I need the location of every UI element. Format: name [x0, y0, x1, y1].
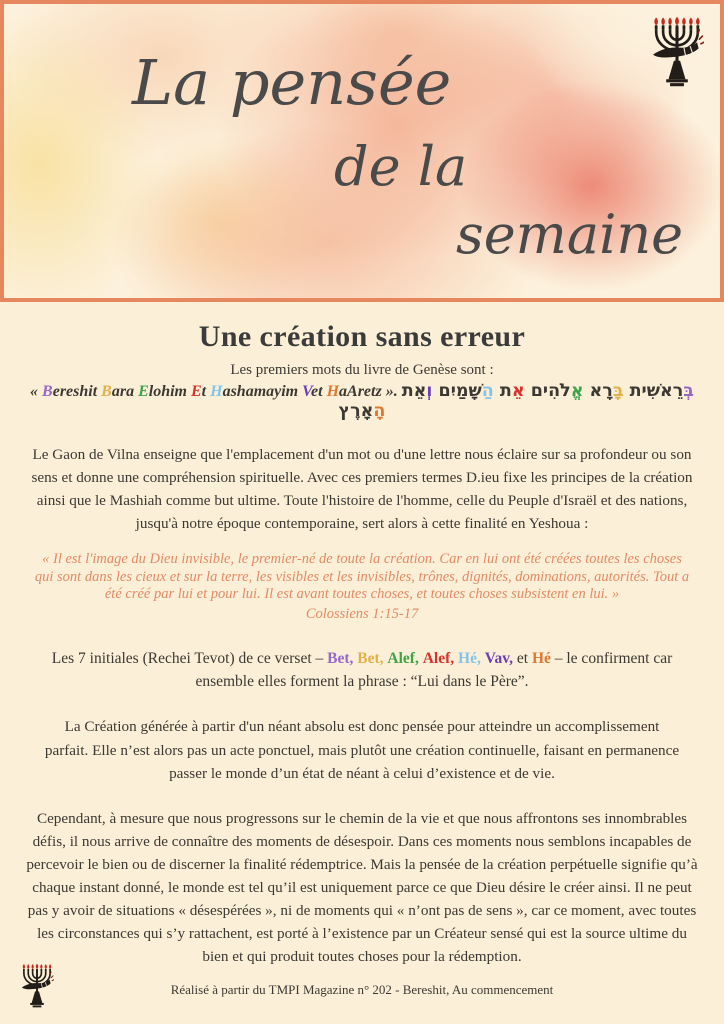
masthead-title-line3: semaine	[456, 203, 684, 266]
paragraph-creation-continuelle: La Création générée à partir d'un néant absolu est donc pensée pour atteindre un accomplissement parfait. Elle n’est alors pas un acte ponctuel, mais plutôt une création continuelle, faisant en permanence passer le monde d’un état de néant à celui d’existence et de vie.	[44, 718, 680, 782]
quote-text: « Il est l'image du Dieu invisible, le premier-né de toute la création. Car en lui ont été créées toutes les choses qui sont dans les cieux et sur la terre, les visibles et les invisibles, trônes, dignités, dominations, autorités. Tout a été créé par lui et pour lui. Il est avant toutes choses, et toutes choses subsistent en lui. »	[34, 551, 690, 603]
initials-sentence: Les 7 initiales (Rechei Tevot) de ce verset – Bet, Bet, Alef, Alef, Hé, Vav, et Hé – le confirment car ensemble elles forment la phrase : “Lui dans le Père”.	[51, 649, 673, 691]
article-body	[0, 320, 724, 968]
verse-line	[24, 381, 700, 421]
credit-line: Réalisé à partir du TMPI Magazine n° 202 - Bereshit, Au commencement	[170, 982, 554, 997]
menorah-shofar-icon	[650, 16, 704, 87]
header-banner	[0, 0, 724, 302]
verse-hebrew: בְּרֵאשִׁית בָּרָא אֱלֹהִים אֵת הַשָּׁמַיִם וְאֵת הָאָרֶץ	[338, 381, 694, 421]
masthead-title-line2: de la	[334, 135, 468, 198]
paragraph-cependant: Cependant, à mesure que nous progressons sur le chemin de la vie et que nous affrontons ses innombrables défis, il nous arrive de connaître des moments de désespoir. Dans ces moments nous semblons incapables de percevoir le bien ou de discerner la finalité rédemptrice. Mais la pensée de la création perpétuelle signifie qu’à chaque instant donné, le monde est tel qu’il est uniquement parce ce que Dieu désire le créer ainsi. Il ne peut pas y avoir de situations « désespérées », ni de moments qui « n’ont pas de sens », car ce moment, avec toutes les circonstances qui s’y rattachent, est porté à l’existence par un Créateur sensé qui est la source ultime du bien et qui produit toutes choses pour la rédemption.	[26, 809, 698, 966]
scripture-quote	[34, 551, 690, 623]
article-title: Une création sans erreur	[198, 320, 526, 353]
quote-reference: Colossiens 1:15-17	[305, 605, 419, 622]
verse-transliteration: « Bereshit Bara Elohim Et Hashamayim Vet HaAretz ».	[30, 383, 402, 400]
intro-label: Les premiers mots du livre de Genèse sont :	[230, 362, 494, 378]
masthead-title-line1: La pensée	[132, 46, 452, 119]
paragraph-gaon-de-vilna: Le Gaon de Vilna enseigne que l'emplacement d'un mot ou d'une lettre nous éclaire sur sa profondeur ou son sens et donne une compréhension spirituelle. Avec ces premiers termes D.ieu fixe les principes de la création ainsi que le Mashiah comme but ultime. Toute l'histoire de l'homme, celle du Peuple d'Israël et des nations, jusqu'à notre époque contemporaine, sert alors à cette finalité en Yeshoua :	[31, 446, 693, 533]
